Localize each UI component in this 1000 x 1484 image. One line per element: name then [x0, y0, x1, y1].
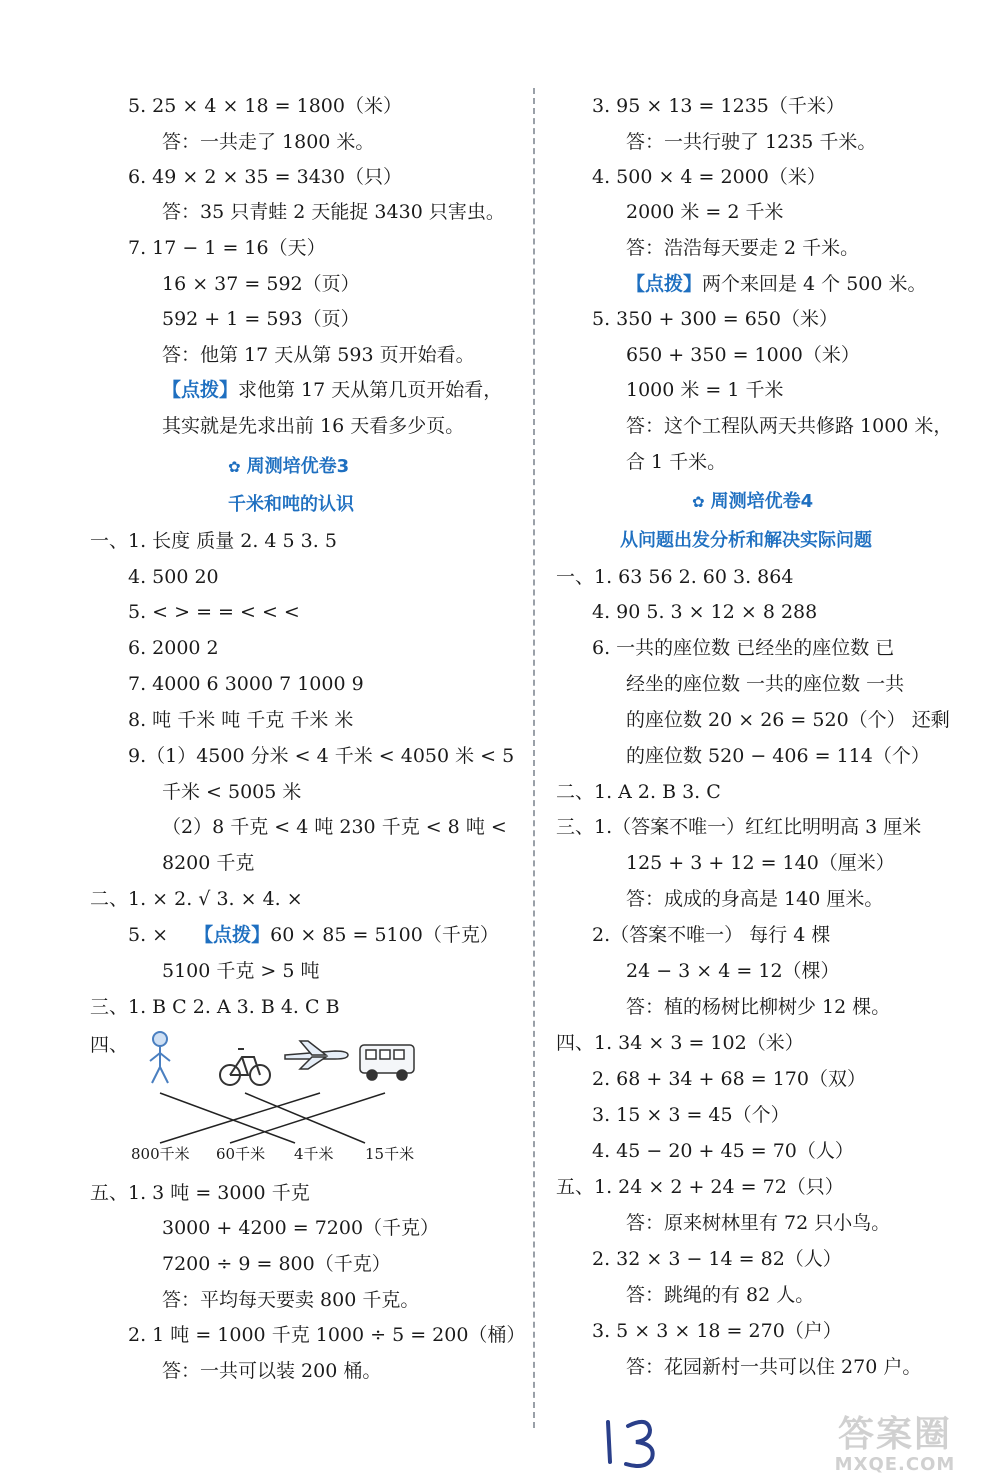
answer-line: 经坐的座位数 一共的座位数 一共	[626, 673, 905, 695]
tip-text: 求他第 17 天从第几页开始看，	[238, 379, 503, 401]
answer-line: 答：浩浩每天要走 2 千米。	[626, 237, 860, 259]
answer-line: 592 + 1 = 593（页）	[162, 308, 360, 330]
distance-label: 4千米	[294, 1145, 334, 1163]
answer-line: 5. < > = = < < <	[128, 601, 300, 623]
answer-line: 2. 68 + 34 + 68 = 170（双）	[592, 1068, 866, 1090]
answer-line: 5. 350 + 300 = 650（米）	[592, 308, 838, 330]
answer-line: 4. 500 × 4 = 2000（米）	[592, 166, 826, 188]
answer-line: 8200 千克	[162, 852, 255, 874]
section-title	[692, 490, 813, 514]
answer-line: 650 + 350 = 1000（米）	[626, 344, 860, 366]
answer-line: （2）8 千克 < 4 吨 230 千克 < 8 吨 <	[162, 816, 507, 838]
answer-line: 的座位数 520 − 406 = 114（个）	[626, 745, 930, 767]
answer-line: 答：35 只青蛙 2 天能捉 3430 只害虫。	[162, 201, 505, 223]
section-subtitle: 千米和吨的认识	[228, 494, 354, 515]
answer-line: 答：植的杨树比柳树少 12 棵。	[626, 996, 891, 1018]
answer-line: 16 × 37 = 592（页）	[162, 273, 360, 295]
answer-line: 五、1. 24 × 2 + 24 = 72（只）	[556, 1176, 844, 1198]
answer-line: 二、1. A 2. B 3. C	[556, 781, 721, 803]
answer-line: 四、1. 34 × 3 = 102（米）	[556, 1032, 804, 1054]
answer-line: 答：跳绳的有 82 人。	[626, 1284, 815, 1306]
answer-line: 2. 32 × 3 − 14 = 82（人）	[592, 1248, 842, 1270]
answer-line: 3. 5 × 3 × 18 = 270（户）	[592, 1320, 842, 1342]
answer-line: 9.（1）4500 分米 < 4 千米 < 4050 米 < 5	[128, 745, 515, 767]
answer-line: 答：一共可以装 200 桶。	[162, 1360, 382, 1382]
answer-line: 1000 米 = 1 千米	[626, 379, 784, 401]
answer-line: 24 − 3 × 4 = 12（棵）	[626, 960, 840, 982]
tip-text: 60 × 85 = 5100（千克）	[270, 924, 499, 946]
bus-icon	[360, 1045, 414, 1080]
answer-line: 四、	[90, 1034, 129, 1056]
answer-line: 的座位数 20 × 26 = 520（个） 还剩	[626, 709, 950, 731]
watermark-line: 答案圈	[837, 1414, 952, 1455]
answer-line: 答：一共行驶了 1235 千米。	[626, 131, 877, 153]
matching-lines	[160, 1093, 385, 1143]
answer-line: 3. 15 × 3 = 45（个）	[592, 1104, 790, 1126]
answer-line: 3. 95 × 13 = 1235（千米）	[592, 95, 845, 117]
answer-line: 五、1. 3 吨 = 3000 千克	[90, 1182, 310, 1204]
watermark	[800, 1415, 990, 1475]
answer-line: 125 + 3 + 12 = 140（厘米）	[626, 852, 895, 874]
answer-line: 其实就是先求出前 16 天看多少页。	[162, 415, 465, 437]
answer-line: 答：原来树林里有 72 只小鸟。	[626, 1212, 891, 1234]
tip-line	[626, 272, 927, 296]
airplane-icon	[285, 1041, 348, 1069]
answer-line: 一、1. 63 56 2. 60 3. 864	[556, 566, 794, 588]
bicycle-icon	[220, 1049, 270, 1085]
tip-text: 两个来回是 4 个 500 米。	[702, 273, 927, 295]
section-subtitle: 从问题出发分析和解决实际问题	[620, 530, 872, 551]
paw-icon: ✿	[228, 458, 241, 476]
section-title-text: 周测培优卷4	[710, 491, 814, 512]
answer-line: 答：一共走了 1800 米。	[162, 131, 375, 153]
distance-label: 800千米	[131, 1145, 190, 1163]
answer-line: 答：这个工程队两天共修路 1000 米，	[626, 415, 953, 437]
tip-label: 【点拨】	[162, 379, 239, 401]
answer-line: 答：成成的身高是 140 厘米。	[626, 888, 884, 910]
distance-label: 15千米	[365, 1145, 415, 1163]
tip-label: 【点拨】	[626, 273, 703, 295]
answer-line: 5100 千克 > 5 吨	[162, 960, 320, 982]
paw-icon: ✿	[692, 493, 705, 511]
answer-line: 2000 米 = 2 千米	[626, 201, 784, 223]
answer-line: 4. 500 20	[128, 566, 219, 588]
answer-line: 三、1. B C 2. A 3. B 4. C B	[90, 996, 340, 1018]
tip-label: 【点拨】	[194, 924, 271, 946]
answer-line: 4. 45 − 20 + 45 = 70（人）	[592, 1140, 854, 1162]
answer-line: 合 1 千米。	[626, 451, 727, 473]
column-divider	[533, 88, 535, 1428]
answer-line: 2.（答案不唯一） 每行 4 棵	[592, 924, 831, 946]
answer-line: 6. 一共的座位数 已经坐的座位数 已	[592, 637, 895, 659]
tip-line	[128, 923, 499, 947]
answer-line: 2. 1 吨 = 1000 千克 1000 ÷ 5 = 200（桶）	[128, 1324, 526, 1346]
answer-line: 二、1. × 2. √ 3. × 4. ×	[90, 888, 303, 910]
answer-line: 5. 25 × 4 × 18 = 1800（米）	[128, 95, 402, 117]
answer-line: 7200 ÷ 9 = 800（千克）	[162, 1253, 391, 1275]
matching-diagram	[130, 1025, 430, 1145]
tip-line	[162, 378, 502, 402]
answer-line: 答：他第 17 天从第 593 页开始看。	[162, 344, 475, 366]
answer-line: 3000 + 4200 = 7200（千克）	[162, 1217, 440, 1239]
section-title	[228, 455, 349, 479]
answer-line: 6. 2000 2	[128, 637, 219, 659]
answer-line: 4. 90 5. 3 × 12 × 8 288	[592, 601, 818, 623]
answer-line: 8. 吨 千米 吨 千克 千米 米	[128, 709, 354, 731]
person-icon	[150, 1032, 170, 1083]
watermark-line: MXQE.COM	[834, 1454, 956, 1475]
section-title-text: 周测培优卷3	[246, 456, 350, 477]
answer-part: 5. ×	[128, 924, 169, 946]
distance-label: 60千米	[216, 1145, 266, 1163]
answer-line: 答：平均每天要卖 800 千克。	[162, 1289, 420, 1311]
answer-line: 一、1. 长度 质量 2. 4 5 3. 5	[90, 530, 337, 552]
answer-line: 三、1.（答案不唯一）红红比明明高 3 厘米	[556, 816, 922, 838]
page-number	[600, 1412, 670, 1472]
answer-line: 6. 49 × 2 × 35 = 3430（只）	[128, 166, 402, 188]
answer-line: 7. 4000 6 3000 7 1000 9	[128, 673, 364, 695]
answer-line: 7. 17 − 1 = 16（天）	[128, 237, 326, 259]
answer-line: 答：花园新村一共可以住 270 户。	[626, 1356, 922, 1378]
answer-line: 千米 < 5005 米	[162, 781, 302, 803]
